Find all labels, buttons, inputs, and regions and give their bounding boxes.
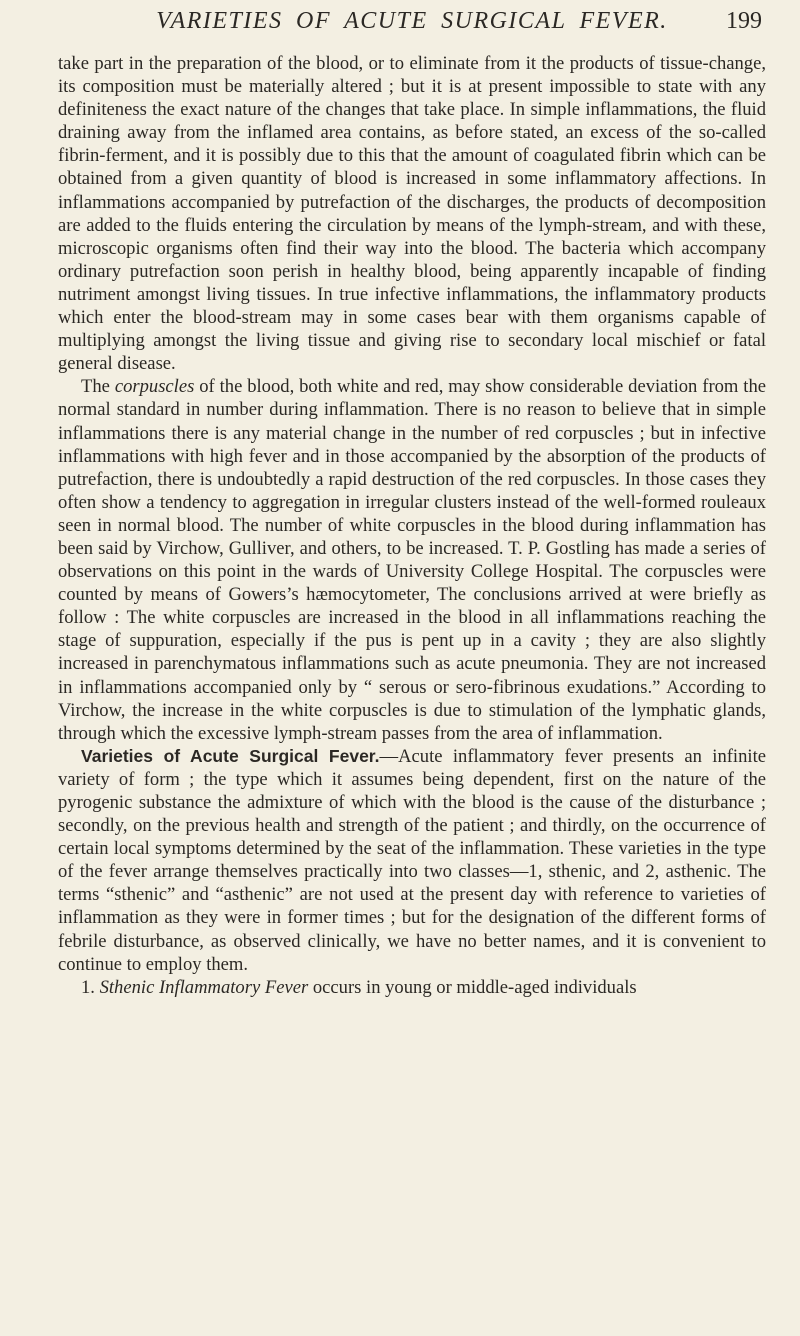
section-heading-varieties: Varieties of Acute Surgical Fever. (81, 745, 380, 766)
paragraph-lead: The (81, 376, 115, 398)
emphasis-corpuscles: corpuscles (114, 376, 195, 398)
paragraph-corpuscles-text: of the blood, both white and red, may show considerable deviation from the normal standard in number during inflammation. There is no reason to believe that in simple inflammations there is any material change in the number of red corpuscles ; but in infective inflammations with high fever and in those accompanied by the absorption of the products of putrefaction, there is undoubtedly a rapid destruction of the red corpuscles. In those cases they often show a tendency to aggregation in irregular clusters instead of the well-formed rouleaux seen in normal blood. The number of white corpuscles in the blood during inflammation has been said by Virchow, Gulliver, and others, to be increased. T. P. Gostling has made a series of observations on this point in the wards of University College Hospital. The corpuscles were counted by means of Gowers’s hæmocytometer, The conclusions arrived at were briefly as follow : The white corpuscles are increased in the blood in all inflammations reaching the stage of suppuration, especially if the pus is pent up in a cavity ; they are also slightly increased in parenchymatous inflammations such as acute pneumonia. They are not increased in inflammations accompanied only by “ serous or sero-fibrinous exudations.” According to Virchow, the increase in the white corpuscles is due to stimulation of the lymphatic glands, through which the excessive lymph-stream passes from the area of inflammation. (58, 376, 766, 744)
paragraph-blood-composition: take part in the preparation of the blood, or to eliminate from it the products of tissue-change, its composition must be materially altered ; but it is at present impossible to state with any definiteness the exact nature of the changes that take place. In simple inflammations, the fluid draining away from the inflamed area contains, as before stated, an excess of the so-called fibrin-ferment, and it is possibly due to this that the amount of coagulated fibrin which can be obtained from a given quantity of blood is increased in some inflammatory affections. In inflammations accompanied by putrefaction of the discharges, the products of decomposition are added to the fluids entering the circulation by means of the lymph-stream, and with these, microscopic organisms often find their way into the blood. The bacteria which accompany ordinary putrefaction soon perish in healthy blood, being apparently incapable of finding nutriment amongst living tissues. In true infective inflammations, the inflammatory products which enter the blood-stream may in some cases bear with them organisms capable of multiplying amongst the living tissue and giving rise to secondary local mischief or fatal general disease. (58, 53, 766, 375)
paragraph-varieties (58, 745, 766, 976)
body-text (58, 52, 766, 999)
page-number: 199 (726, 8, 762, 34)
running-title: VARIETIES OF ACUTE SURGICAL FEVER. (156, 8, 668, 34)
paragraph-sthenic-text: occurs in young or middle-aged individuals (308, 976, 637, 998)
running-head (58, 8, 766, 48)
emphasis-sthenic-fever: Sthenic Inflammatory Fever (99, 976, 309, 998)
paragraph-varieties-text: —Acute inflammatory fever presents an infinite variety of form ; the type which it assumes being dependent, first on the nature of the pyrogenic substance the admixture of which with the blood is the cause of the disturbance ; secondly, on the previous health and strength of the patient ; and thirdly, on the occurrence of certain local symptoms determined by the seat of the inflammation. These varieties in the type of the fever arrange themselves practically into two classes—1, sthenic, and 2, asthenic. The terms “sthenic” and “asthenic” are not used at the present day with reference to varieties of inflammation as they were in former times ; but for the designation of the different forms of febrile disturbance, as observed clinically, we have no better names, and it is convenient to continue to employ them. (58, 745, 766, 975)
list-number: 1. (81, 976, 100, 998)
paragraph-sthenic (58, 976, 766, 999)
paragraph-corpuscles (58, 375, 766, 745)
